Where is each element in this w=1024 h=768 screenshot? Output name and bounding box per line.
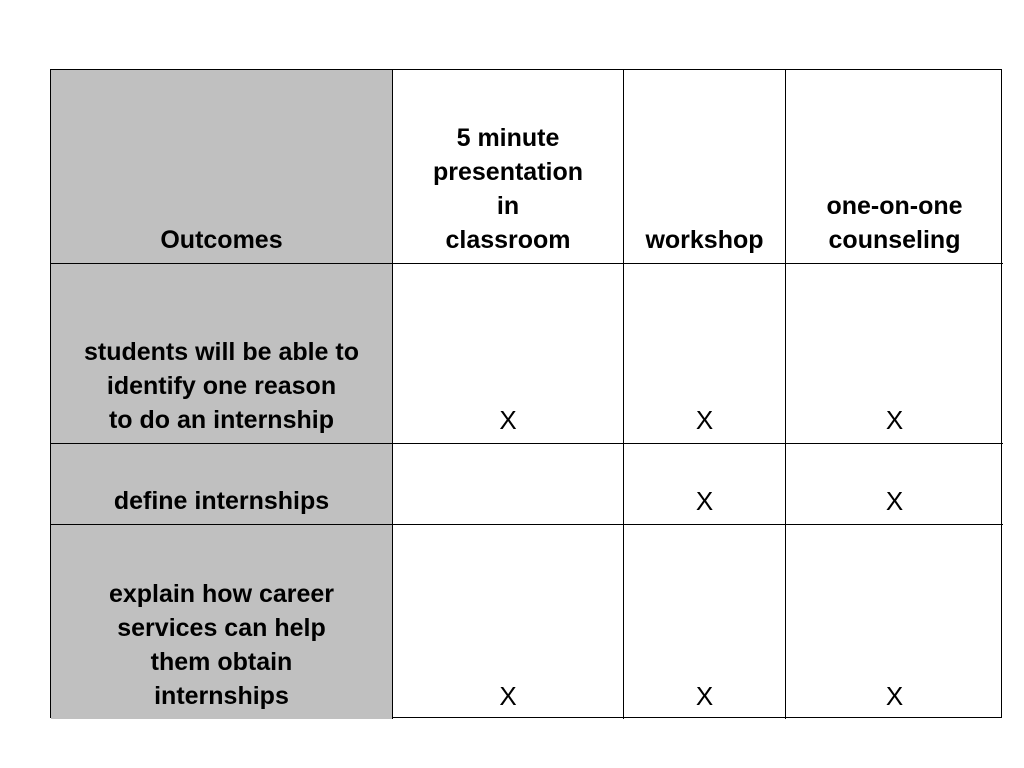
row-3-classroom-cell bbox=[393, 525, 624, 719]
row-2-workshop-mark: X bbox=[695, 486, 714, 516]
row-3-outcome: explain how career services can help them obtain internships bbox=[108, 580, 335, 710]
row-1-classroom-cell bbox=[393, 264, 624, 444]
header-classroom-cell bbox=[393, 70, 624, 264]
header-classroom-presentation: 5 minute presentation in classroom bbox=[432, 124, 584, 254]
header-outcomes: Outcomes bbox=[160, 226, 283, 254]
header-workshop-cell bbox=[624, 70, 786, 264]
row-3-workshop-mark: X bbox=[695, 681, 714, 711]
row-3-workshop-cell bbox=[624, 525, 786, 719]
row-2-workshop-cell bbox=[624, 444, 786, 525]
row-1-outcome: students will be able to identify one reason to do an internship bbox=[83, 338, 360, 434]
row-2-classroom-cell bbox=[393, 444, 624, 525]
row-3-counseling-mark: X bbox=[885, 681, 904, 711]
row-3-counseling-cell bbox=[786, 525, 1003, 719]
row-2-counseling-cell bbox=[786, 444, 1003, 525]
row-1-workshop-mark: X bbox=[695, 405, 714, 435]
row-3-classroom-mark: X bbox=[499, 681, 517, 711]
row-1-workshop-cell bbox=[624, 264, 786, 444]
row-2-counseling-mark: X bbox=[885, 486, 904, 516]
header-workshop: workshop bbox=[645, 226, 764, 254]
row-1-classroom-mark: X bbox=[499, 405, 517, 435]
outcomes-table bbox=[50, 69, 1002, 718]
header-one-on-one-counseling: one-on-one counseling bbox=[826, 192, 963, 254]
header-outcomes-cell bbox=[51, 70, 393, 264]
row-1-counseling-cell bbox=[786, 264, 1003, 444]
row-1-outcome-cell bbox=[51, 264, 393, 444]
row-2-outcome-cell bbox=[51, 444, 393, 525]
header-counseling-cell bbox=[786, 70, 1003, 264]
row-2-outcome: define internships bbox=[113, 487, 330, 515]
row-1-counseling-mark: X bbox=[885, 405, 904, 435]
row-3-outcome-cell bbox=[51, 525, 393, 719]
